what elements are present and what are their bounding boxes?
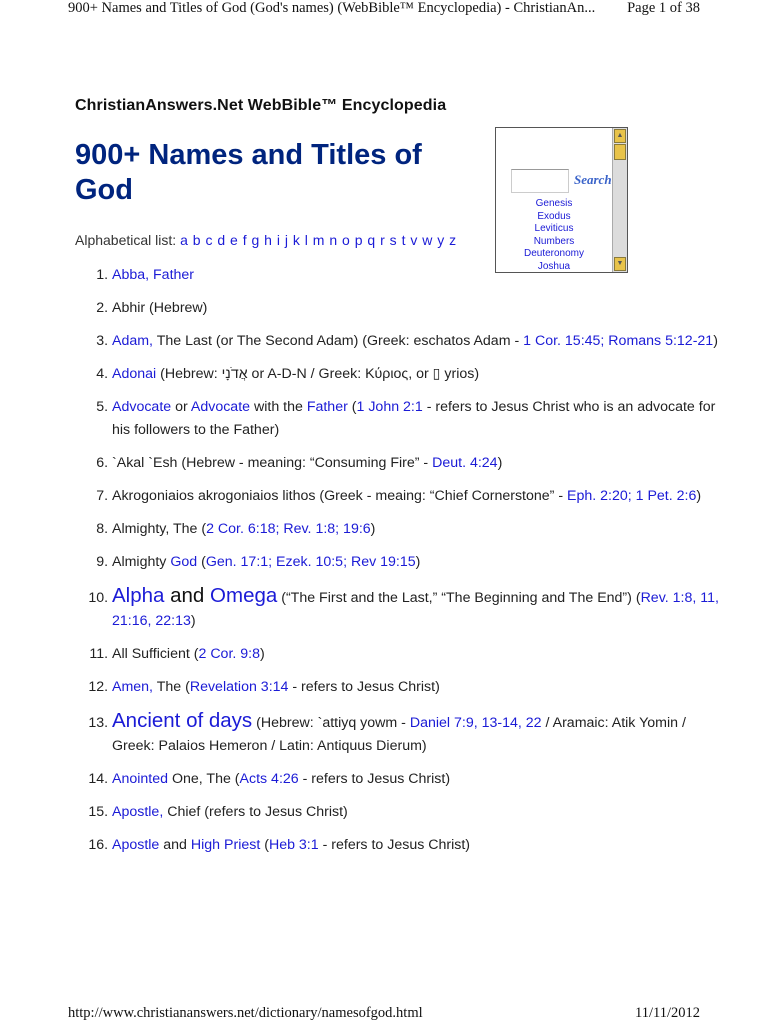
entry-link[interactable]: Alpha [112, 584, 165, 607]
arrow-up-icon[interactable]: ▲ [614, 129, 626, 143]
entry-link[interactable]: Apostle [112, 837, 160, 853]
entry-link[interactable]: Advocate [112, 399, 172, 415]
name-list-item [112, 709, 722, 758]
entry-text: or [171, 399, 191, 415]
entry-link[interactable]: 2 Cor. 6:18; Rev. 1:8; 19:6 [206, 521, 371, 537]
entry-text: (“The First and the Last,” “The Beginning and The End”) ( [277, 590, 641, 606]
entry-text: Almighty [112, 554, 171, 570]
alphabetical-list-label: Alphabetical list: [75, 232, 177, 248]
entry-link[interactable]: Eph. 2:20; 1 Pet. 2:6 [567, 488, 697, 504]
alphabet-link-v[interactable]: v [410, 232, 418, 248]
alphabet-link-a[interactable]: a [180, 232, 188, 248]
print-header [0, 0, 768, 20]
name-list-item [112, 676, 722, 699]
print-footer [0, 1005, 768, 1023]
entry-link[interactable]: Adonai [112, 366, 157, 382]
print-footer-date: 11/11/2012 [635, 1005, 700, 1021]
entry-link[interactable]: Adam, [112, 333, 154, 349]
entry-text: - refers to Jesus Christ) [298, 771, 451, 787]
entry-text: - refers to Jesus Christ) [288, 679, 440, 695]
book-link[interactable]: Exodus [537, 210, 571, 222]
entry-text: The Last (or The Second Adam) (Greek: eschatos Adam - [153, 333, 524, 349]
name-list-item [112, 363, 722, 386]
arrow-down-icon[interactable]: ▼ [614, 257, 626, 271]
name-list-item [112, 264, 722, 287]
alphabet-link-b[interactable]: b [192, 232, 201, 248]
alphabet-link-l[interactable]: l [304, 232, 308, 248]
name-list-item [112, 330, 722, 353]
alphabet-link-s[interactable]: s [389, 232, 397, 248]
alphabet-letters [180, 232, 457, 248]
name-list-item [112, 834, 722, 857]
books-scrollbar[interactable] [612, 128, 627, 272]
entry-text: ( [197, 554, 206, 570]
entry-text: ) [497, 455, 503, 471]
alphabet-link-y[interactable]: y [437, 232, 445, 248]
entry-link[interactable]: Rev. 1:8, 11, 21:16, 22:13 [112, 590, 719, 629]
entry-link[interactable]: Anointed [112, 771, 169, 787]
scroll-thumb[interactable] [614, 144, 626, 160]
alphabet-link-c[interactable]: c [205, 232, 213, 248]
entry-text: ( [260, 837, 269, 853]
print-header-page-number: Page 1 of 38 [627, 0, 700, 16]
entry-link[interactable]: Daniel 7:9, 13-14, 22 [409, 715, 542, 731]
entry-text: All Sufficient ( [112, 646, 199, 662]
name-list-item [112, 485, 722, 508]
alphabet-link-t[interactable]: t [401, 232, 406, 248]
search-button[interactable]: Search [574, 172, 612, 187]
alphabet-link-q[interactable]: q [367, 232, 376, 248]
entry-link[interactable]: Abba, Father [112, 267, 195, 283]
alphabet-link-k[interactable]: k [292, 232, 300, 248]
name-list-item [112, 518, 722, 541]
print-header-title: 900+ Names and Titles of God (God's names) (WebBible™ Encyclopedia) - ChristianAn... [68, 0, 596, 16]
entry-link[interactable]: Deut. 4:24 [432, 455, 498, 471]
name-list-item [112, 584, 722, 633]
name-list-item [112, 551, 722, 574]
entry-text: with the [250, 399, 307, 415]
name-list-item [112, 801, 722, 824]
entry-text: One, The ( [168, 771, 240, 787]
name-list-item [112, 768, 722, 791]
entry-text: ) [190, 613, 196, 629]
names-list [75, 264, 722, 867]
entry-link[interactable]: Father [306, 399, 348, 415]
site-title: ChristianAnswers.Net WebBible™ Encyclopedia [75, 97, 447, 114]
entry-link[interactable]: Omega [210, 584, 278, 607]
alphabet-link-o[interactable]: o [342, 232, 350, 248]
entry-text: Akrogoniaios akrogoniaios lithos (Greek - meaing: “Chief Cornerstone” - [112, 488, 567, 504]
alphabet-link-m[interactable]: m [312, 232, 325, 248]
entry-text: - refers to Jesus Christ) [318, 837, 471, 853]
alphabet-link-e[interactable]: e [230, 232, 238, 248]
entry-link[interactable]: 1 Cor. 15:45; Romans 5:12-21 [523, 333, 714, 349]
name-list-item [112, 452, 722, 475]
alphabet-link-p[interactable]: p [354, 232, 363, 248]
entry-text: `Akal `Esh (Hebrew - meaning: “Consuming Fire” - [112, 455, 433, 471]
entry-text: Almighty, The ( [112, 521, 207, 537]
entry-text: / Aramaic: Atik Yomin / Greek: Palaios Hemeron / Latin: Antiquus Dierum) [112, 715, 686, 754]
entry-text: (Hebrew: `attiyq yowm - [252, 715, 410, 731]
alphabet-link-w[interactable]: w [422, 232, 433, 248]
entry-text: ) [713, 333, 718, 349]
alphabet-link-i[interactable]: i [276, 232, 280, 248]
page-title: 900+ Names and Titles of God [75, 139, 422, 206]
entry-link[interactable]: Amen, [112, 679, 154, 695]
alphabet-link-g[interactable]: g [251, 232, 260, 248]
entry-link[interactable]: Acts 4:26 [239, 771, 299, 787]
entry-text: ) [260, 646, 265, 662]
entry-text: ) [415, 554, 421, 570]
entry-text: Chief (refers to Jesus Christ) [163, 804, 348, 820]
book-link[interactable]: Joshua [537, 260, 571, 272]
name-list-item [112, 643, 722, 666]
entry-text: ) [370, 521, 376, 537]
bible-search-widget [495, 127, 628, 273]
bible-books-list [498, 198, 610, 272]
entry-link[interactable]: Apostle, [112, 804, 164, 820]
print-footer-url: http://www.christiananswers.net/dictionary/namesofgod.html [68, 1005, 423, 1021]
alphabet-link-r[interactable]: r [380, 232, 385, 248]
entry-text: and [164, 584, 211, 607]
entry-text: ) [696, 488, 702, 504]
entry-text: - refers to Jesus Christ who is an advocate for his followers to the Father) [112, 399, 716, 438]
entry-text: Abhir (Hebrew) [112, 300, 208, 316]
search-input[interactable] [511, 169, 569, 193]
book-link[interactable]: Leviticus [534, 223, 574, 235]
book-link[interactable]: Deuteronomy [523, 248, 585, 260]
name-list-item [112, 396, 722, 442]
alphabet-link-n[interactable]: n [329, 232, 338, 248]
entry-link[interactable]: 2 Cor. 9:8 [198, 646, 260, 662]
name-list-item [112, 297, 722, 320]
entry-link[interactable]: Advocate [190, 399, 251, 415]
entry-link[interactable]: Revelation 3:14 [189, 679, 289, 695]
alphabetical-list [75, 232, 457, 248]
book-link[interactable]: Genesis [535, 198, 573, 209]
alphabet-link-j[interactable]: j [284, 232, 288, 248]
entry-text: and [159, 837, 191, 853]
alphabet-link-h[interactable]: h [264, 232, 272, 248]
entry-text: (Hebrew: אֲדֹנָי or A-D-N / Greek: Κύριος, or ▯ yrios) [156, 366, 480, 382]
alphabet-link-d[interactable]: d [217, 232, 226, 248]
entry-link[interactable]: Ancient of days [112, 709, 253, 732]
entry-link[interactable]: Gen. 17:1; Ezek. 10:5; Rev 19:15 [205, 554, 416, 570]
entry-text: ( [347, 399, 357, 415]
entry-link[interactable]: Heb 3:1 [268, 837, 319, 853]
alphabet-link-z[interactable]: z [449, 232, 457, 248]
entry-link[interactable]: High Priest [190, 837, 261, 853]
entry-text: The ( [153, 679, 190, 695]
alphabet-link-f[interactable]: f [242, 232, 247, 248]
entry-link[interactable]: 1 John 2:1 [356, 399, 423, 415]
book-link[interactable]: Numbers [533, 235, 575, 247]
entry-link[interactable]: God [170, 554, 198, 570]
